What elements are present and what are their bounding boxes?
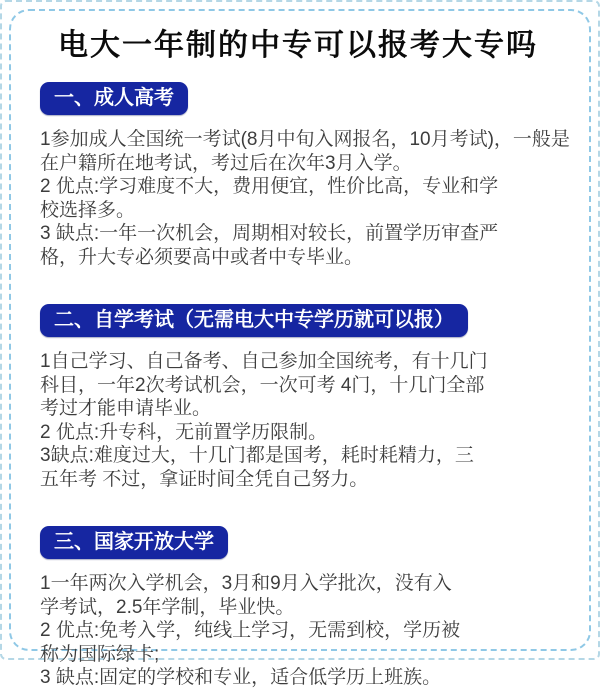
section-2-header-badge: 二、自学考试（无需电大中专学历就可以报） xyxy=(40,304,468,337)
section-self-study-exam xyxy=(40,286,568,491)
section-3-header-badge: 三、国家开放大学 xyxy=(40,526,228,559)
text-line: 校选择多。 xyxy=(40,199,136,221)
text-line: 3缺点:难度过大，十几门都是国考，耗时耗精力，三 xyxy=(40,445,474,466)
poster-content xyxy=(2,2,598,688)
section-1-header-badge: 一、成人高考 xyxy=(40,82,188,115)
text-line: 五年考 不过，拿证时间全凭自己努力。 xyxy=(40,468,369,490)
text-line: 1自己学习、自己备考、自己参加全国统考，有十几门 xyxy=(40,351,488,372)
text-line: 1一年两次入学机会，3月和9月入学批次，没有入 xyxy=(40,573,452,594)
text-line: 在户籍所在地考试，考过后在次年3月入学。 xyxy=(40,152,412,174)
text-line: 称为国际绿卡; xyxy=(40,643,160,665)
text-line: 1参加成人全国统一考试(8月中旬入网报名，10月考试)，一般是 xyxy=(40,129,570,150)
section-2-paragraph xyxy=(40,350,568,491)
text-line: 格，升大专必须要高中或者中专毕业。 xyxy=(40,246,364,268)
section-1-paragraph xyxy=(40,128,568,269)
text-line: 2 优点:学习难度不大，费用便宜，性价比高，专业和学 xyxy=(40,176,499,197)
page-title: 电大一年制的中专可以报考大专吗 xyxy=(58,29,538,62)
section-adult-gaokao xyxy=(40,64,568,269)
text-line: 科目，一年2次考试机会，一次可考 4门，十几门全部 xyxy=(40,374,485,396)
text-line: 3 缺点:固定的学校和专业，适合低学历上班族。 xyxy=(40,667,442,688)
text-line: 考过才能申请毕业。 xyxy=(40,398,212,419)
text-line: 3 缺点:一年一次机会，周期相对较长，前置学历审查严 xyxy=(40,223,499,244)
text-line: 2 优点:免考入学，纯线上学习，无需到校，学历被 xyxy=(40,620,461,641)
section-3-paragraph xyxy=(40,572,568,690)
text-line: 2 优点:升专科，无前置学历限制。 xyxy=(40,421,328,443)
text-line: 学考试，2.5年学制，毕业快。 xyxy=(40,596,295,618)
section-open-university xyxy=(40,508,568,690)
